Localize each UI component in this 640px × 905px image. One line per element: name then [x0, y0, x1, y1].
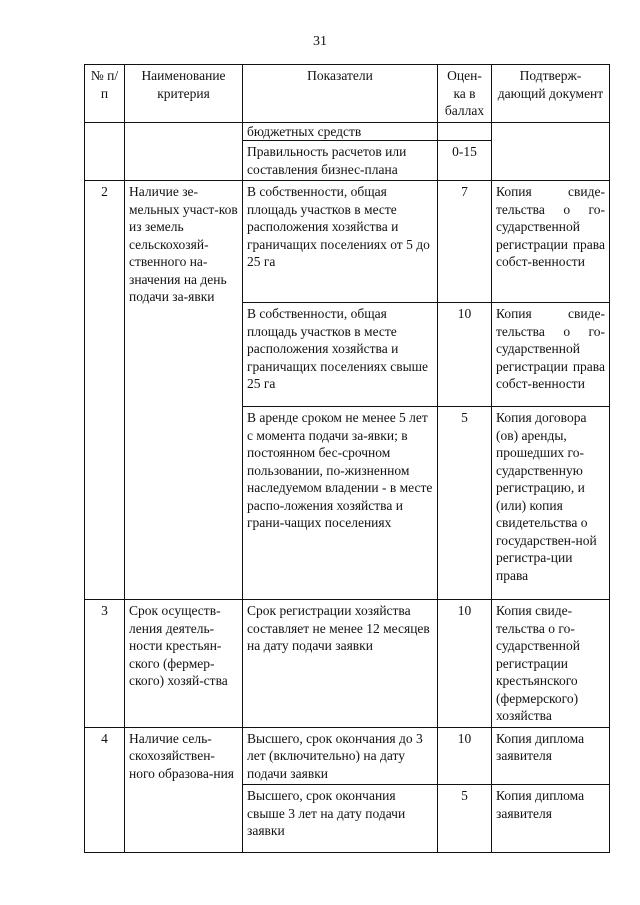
header-indicators: Показатели [243, 65, 438, 123]
cell-criterion: Срок осуществ-ления деятель-ности крестьян-ского (фермер-ского) хозяй-ства [125, 600, 243, 728]
page-number: 31 [313, 34, 327, 49]
cell-num: 4 [85, 727, 125, 853]
cell-document: Копия диплома заявителя [492, 727, 610, 785]
cell-score: 10 [438, 727, 492, 785]
cell-document: Копия свиде-тельства о го-сударственной регистрации права собст-венности [492, 303, 610, 407]
cell-num-cont [85, 122, 125, 181]
cell-criterion-cont [125, 122, 243, 181]
cell-indicator-tail: бюджетных средств [243, 122, 438, 141]
table-row [85, 181, 610, 303]
header-document: Подтверж-дающий документ [492, 65, 610, 123]
header-num: № п/п [85, 65, 125, 123]
cell-score: 5 [438, 785, 492, 853]
cell-indicator: Высшего, срок окончания до 3 лет (включительно) на дату подачи заявки [243, 727, 438, 785]
table-row [85, 122, 610, 141]
header-score: Оцен-ка в баллах [438, 65, 492, 123]
cell-num: 2 [85, 181, 125, 600]
cell-score-tail [438, 122, 492, 141]
cell-score: 0-15 [438, 141, 492, 181]
cell-score: 10 [438, 303, 492, 407]
cell-score: 7 [438, 181, 492, 303]
cell-indicator: В собственности, общая площадь участков в месте расположения хозяйства и граничащих поселениях от 5 до 25 га [243, 181, 438, 303]
cell-score: 5 [438, 407, 492, 600]
cell-indicator: Высшего, срок окончания свыше 3 лет на дату подачи заявки [243, 785, 438, 853]
cell-indicator: В собственности, общая площадь участков в месте расположения хозяйства и граничащих поселениях свыше 25 га [243, 303, 438, 407]
cell-criterion: Наличие зе-мельных участ-ков из земель сельскохозяй-ственного на-значения на день подачи за-явки [125, 181, 243, 600]
cell-num: 3 [85, 600, 125, 728]
cell-indicator: Правильность расчетов или составления бизнес-плана [243, 141, 438, 181]
table-row [85, 600, 610, 728]
cell-document: Копия диплома заявителя [492, 785, 610, 853]
cell-indicator: Срок регистрации хозяйства составляет не менее 12 месяцев на дату подачи заявки [243, 600, 438, 728]
cell-criterion: Наличие сель-скохозяйствен-ного образова-ния [125, 727, 243, 853]
cell-document: Копия свиде-тельства о го-сударственной регистрации крестьянского (фермерского) хозяйства [492, 600, 610, 728]
table-header-row [85, 65, 610, 123]
header-criterion: Наименование критерия [125, 65, 243, 123]
cell-document: Копия договора (ов) аренды, прошедших го-сударственную регистрацию, и (или) копия свидетельства о государствен-ной регистра-ции права [492, 407, 610, 600]
cell-document-cont [492, 122, 610, 181]
cell-document: Копия свиде-тельства о го-сударственной регистрации права собст-венности [492, 181, 610, 303]
table-row [85, 727, 610, 785]
criteria-table [84, 64, 610, 853]
cell-score: 10 [438, 600, 492, 728]
cell-indicator: В аренде сроком не менее 5 лет с момента подачи за-явки; в постоянном бес-срочном пользовании, по-жизненном наследуемом владении - в месте распо-ложения хозяйства и грани-чащих поселениях [243, 407, 438, 600]
